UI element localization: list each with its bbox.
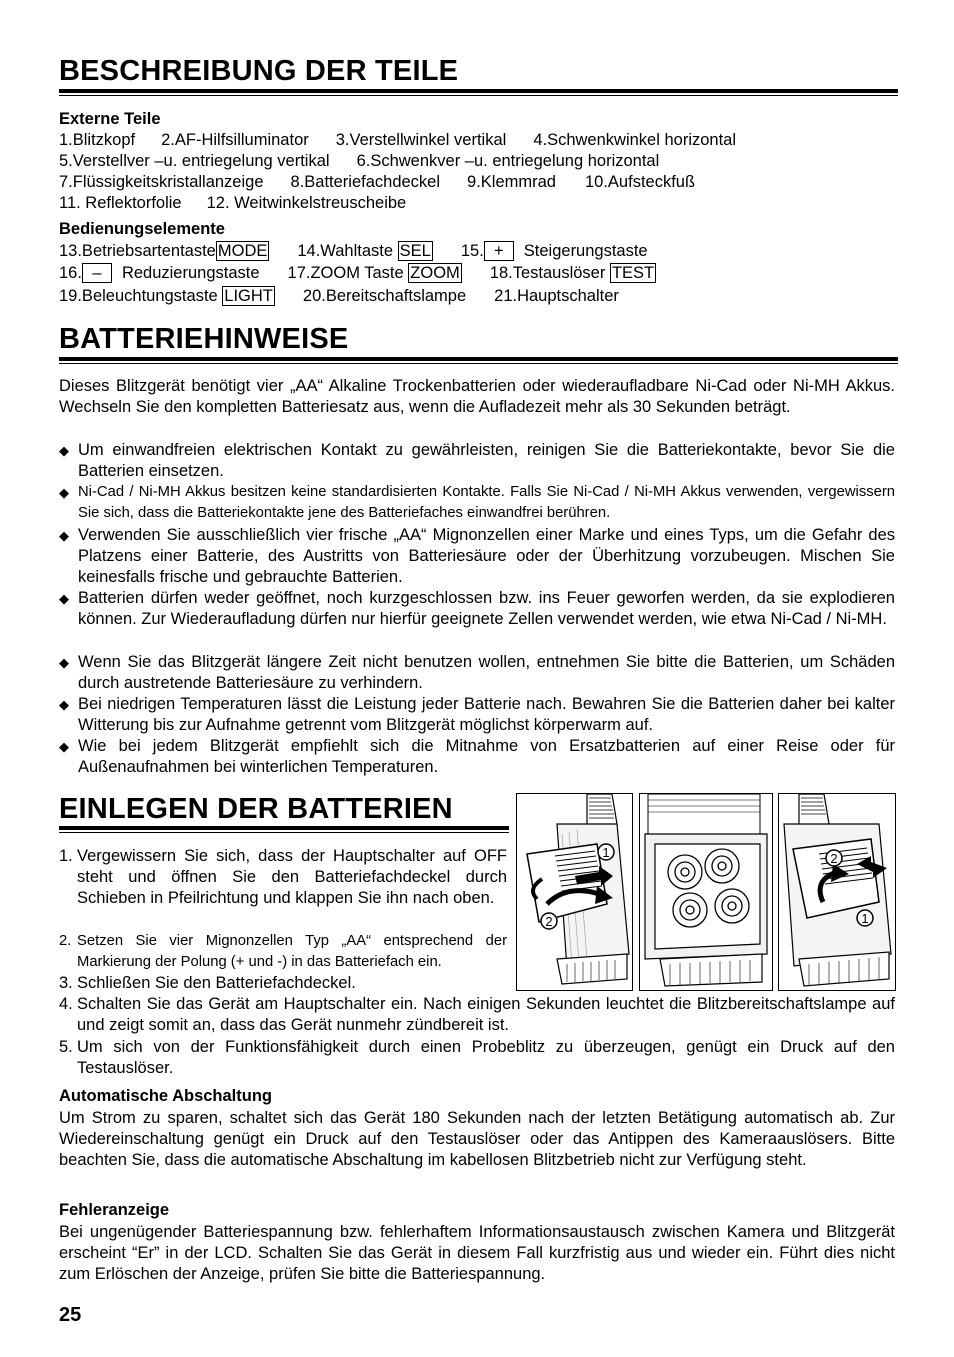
diamond-bullet-icon: ◆	[59, 443, 69, 458]
controls-line-1	[59, 241, 648, 262]
battery-intro: Dieses Blitzgerät benötigt vier „AA“ Alkaline Trockenbatterien oder wiederaufladbare Ni-Cad oder Ni-MH Akkus. Wechseln Sie den kompletten Batteriesatz aus, wenn die Aufladezeit mehr als 30 Sekunden beträgt.	[59, 377, 895, 416]
battery-cells-drawing	[640, 794, 772, 990]
part-3: 3.Verstellwinkel vertikal	[335, 131, 507, 149]
plus-key-label: +	[484, 241, 514, 261]
control-15: 15.	[460, 242, 484, 260]
battery-cover-close-illustration	[778, 793, 896, 991]
external-parts-line-2	[59, 151, 659, 172]
mode-key-label: MODE	[217, 242, 268, 260]
part-9: 9.Klemmrad	[467, 173, 556, 191]
battery-note-6: ◆ Bei niedrigen Temperaturen lässt die Leistung jeder Batterie nach. Bewahren Sie die Batterien daher bei kalter Witterung bis zur Aufnahme getrennt vom Blitzgerät möglichst körperwarm auf.	[59, 695, 895, 734]
controls-line-2	[59, 263, 656, 284]
section-title-batteriehinweise: BATTERIEHINWEISE	[59, 323, 349, 355]
battery-compartment-illustration	[639, 793, 773, 991]
part-11: 11. Reflektorfolie	[59, 194, 182, 212]
external-parts-heading: Externe Teile	[59, 110, 161, 128]
control-16: 16.	[59, 264, 82, 282]
auto-off-text: Um Strom zu sparen, schaltet sich das Gerät 180 Sekunden nach der letzten Betätigung automatisch ab. Zur Wiedereinschaltung genügt ein Druck auf den Testauslöser oder das Antippen des Kameraauslösers. Bitte beachten Sie, dass die automatische Abschaltung im kabellosen Blitzbetrieb nicht zur Verfügung steht.	[59, 1109, 895, 1169]
light-key-label: LIGHT	[224, 287, 273, 305]
control-13: 13.Betriebsartentaste	[59, 242, 216, 260]
battery-cover-open-illustration	[516, 793, 633, 991]
step-1: 1. Vergewissern Sie sich, dass der Hauptschalter auf OFF steht und öffnen Sie den Batteriefachdeckel durch Schieben in Pfeilrichtung und klappen Sie ihn nach oben.	[59, 847, 507, 907]
control-19: 19.Beleuchtungstaste	[59, 287, 218, 305]
battery-note-3: ◆ Verwenden Sie ausschließlich vier frische „AA“ Mignonzellen einer Marke und eines Typs, um die Gefahr des Platzens einer Batterie, des Austritts von Batteriesäure oder der Überhitzung vorzubeugen. Mischen Sie keinesfalls frische und gebrauchte Batterien.	[59, 526, 895, 586]
sel-key-label: SEL	[399, 242, 431, 260]
step-4: 4. Schalten Sie das Gerät am Hauptschalter ein. Nach einigen Sekunden leuchtet die Blitzbereitschaftslampe auf und zeigt somit an, dass das Gerät nunmehr zündbereit ist.	[59, 995, 895, 1034]
title-rule	[59, 826, 509, 833]
diamond-bullet-icon: ◆	[59, 655, 69, 670]
flash-unit-drawing	[779, 794, 895, 990]
part-7: 7.Flüssigkeitskristallanzeige	[59, 173, 264, 191]
minus-key-label: –	[82, 263, 112, 283]
diamond-bullet-icon: ◆	[59, 739, 69, 754]
battery-note-2: ◆ Ni-Cad / Ni-MH Akkus besitzen keine standardisierten Kontakte. Falls Sie Ni-Cad / Ni-MH Akkus verwenden, vergewissern Sie sich, dass die Batteriekontakte jene des Batteriefaches einwandfrei berühren.	[59, 484, 895, 521]
control-20: 20.Bereitschaftslampe	[302, 287, 467, 305]
marker-1: 1	[861, 911, 869, 926]
diamond-bullet-icon: ◆	[59, 591, 69, 606]
battery-note-7: ◆ Wie bei jedem Blitzgerät empfiehlt sich die Mitnahme von Ersatzbatterien auf einer Reise oder für Außenaufnahmen bei winterlichen Temperaturen.	[59, 737, 895, 776]
part-5: 5.Verstellver –u. entriegelung vertikal	[59, 152, 330, 170]
part-6: 6.Schwenkver –u. entriegelung horizontal	[356, 152, 660, 170]
diamond-bullet-icon: ◆	[59, 528, 69, 543]
step-2: 2. Setzen Sie vier Mignonzellen Typ „AA“ entsprechend der Markierung der Polung (+ und -) in das Batteriefach ein.	[59, 933, 507, 970]
part-12: 12. Weitwinkelstreuscheibe	[206, 194, 407, 212]
battery-note-5: ◆ Wenn Sie das Blitzgerät längere Zeit nicht benutzen wollen, entnehmen Sie bitte die Batterien, um Schäden durch austretende Batteriesäure zu verhindern.	[59, 653, 895, 692]
battery-note-1: ◆ Um einwandfreien elektrischen Kontakt zu gewährleisten, reinigen Sie die Batteriekontakte, bevor Sie die Batterien einsetzen.	[59, 441, 895, 480]
title-rule	[59, 89, 898, 96]
part-1: 1.Blitzkopf	[59, 131, 136, 149]
marker-2: 2	[830, 851, 838, 866]
control-14: 14.Wahltaste	[297, 242, 394, 260]
battery-note-4: ◆ Batterien dürfen weder geöffnet, noch kurzgeschlossen bzw. ins Feuer geworfen werden, da sie explodieren können. Zur Wiederaufladung dürfen nur hierfür geeignete Zellen verwendet werden, wie etwa Ni-Cad / Ni-MH.	[59, 589, 895, 628]
error-heading: Fehleranzeige	[59, 1201, 170, 1219]
control-17: 17.ZOOM Taste	[287, 264, 404, 282]
page-number: 25	[59, 1304, 82, 1326]
marker-1: 1	[602, 845, 610, 860]
title-rule	[59, 357, 898, 364]
auto-off-heading: Automatische Abschaltung	[59, 1087, 272, 1105]
control-16-label: Reduzierungstaste	[121, 264, 260, 282]
section-title-beschreibung: BESCHREIBUNG DER TEILE	[59, 55, 459, 87]
control-18: 18.Testauslöser	[489, 264, 606, 282]
diamond-bullet-icon: ◆	[59, 697, 69, 712]
part-2: 2.AF-Hilfsilluminator	[161, 131, 309, 149]
step-5: 5. Um sich von der Funktionsfähigkeit durch einen Probeblitz zu überzeugen, genügt ein Druck auf den Testauslöser.	[59, 1038, 895, 1077]
part-8: 8.Batteriefachdeckel	[290, 173, 441, 191]
controls-heading: Bedienungselemente	[59, 220, 225, 238]
marker-2: 2	[545, 914, 553, 929]
part-4: 4.Schwenkwinkel horizontal	[533, 131, 737, 149]
control-15-label: Steigerungstaste	[523, 242, 648, 260]
control-21: 21.Hauptschalter	[494, 287, 619, 305]
part-10: 10.Aufsteckfuß	[584, 173, 696, 191]
flash-unit-drawing	[517, 794, 632, 990]
zoom-key-label: ZOOM	[410, 264, 460, 282]
test-key-label: TEST	[611, 264, 655, 282]
diamond-bullet-icon: ◆	[59, 485, 69, 500]
section-title-einlegen: EINLEGEN DER BATTERIEN	[59, 793, 453, 825]
step-3: 3. Schließen Sie den Batteriefachdeckel.	[59, 974, 356, 992]
external-parts-line-4	[59, 193, 406, 214]
error-text: Bei ungenügender Batteriespannung bzw. fehlerhaftem Informationsaustausch zwischen Kamera und Blitzgerät erscheint “Er” in der LCD. Schalten Sie das Gerät in diesem Fall kurzfristig aus und wieder ein. Führt dies nicht zum Erlöschen der Anzeige, prüfen Sie bitte die Batteriespannung.	[59, 1223, 895, 1283]
external-parts-line-3	[59, 172, 695, 193]
external-parts-line-1	[59, 130, 736, 151]
controls-line-3	[59, 286, 619, 307]
